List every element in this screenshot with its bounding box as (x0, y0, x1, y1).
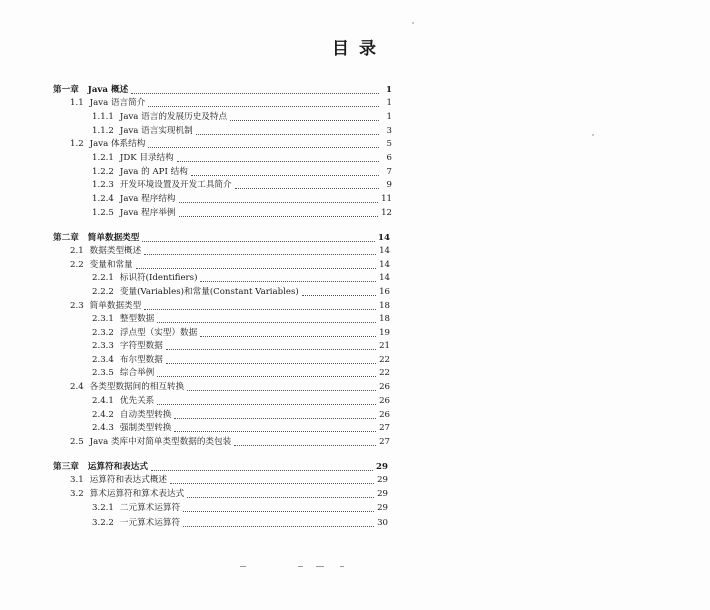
toc-entry-page: 1 (386, 112, 392, 122)
toc-entry-title: Java 语言简介 (89, 98, 146, 108)
toc-entry (70, 475, 388, 486)
toc-entry-title: 各类型数据间的相互转换 (89, 382, 185, 392)
toc-leader-dots (157, 321, 376, 323)
toc-entry-title: 布尔型数据 (119, 355, 163, 365)
toc-leader-dots (177, 160, 379, 162)
toc-entry (92, 167, 392, 178)
toc-entry-number: 第二章 (53, 233, 79, 243)
toc-leader-dots (170, 482, 374, 484)
toc-leader-dots (144, 253, 376, 255)
toc-leader-dots (174, 430, 376, 432)
toc-leader-dots (179, 201, 379, 203)
toc-entry (92, 410, 390, 421)
toc-entry-page: 18 (379, 314, 390, 324)
toc-entry-page: 12 (381, 208, 392, 218)
toc-entry-number: 1.1.2 (92, 126, 114, 136)
toc-entry-title: Java 类库中对简单类型数据的类包装 (89, 437, 232, 447)
toc-entry-page: 29 (377, 489, 388, 499)
toc-entry-number: 3.1 (70, 475, 84, 485)
toc-leader-dots (200, 280, 376, 282)
toc-entry-title: 综合举例 (119, 368, 155, 378)
toc-entry-title: 开发环境设置及开发工具简介 (119, 180, 232, 190)
toc-entry (92, 518, 388, 529)
toc-entry-number: 2.3.1 (92, 314, 114, 324)
toc-entry-page: 26 (379, 396, 390, 406)
toc-entry-title: Java 体系结构 (89, 139, 146, 149)
toc-entry-number: 2.1 (70, 246, 84, 256)
toc-entry-number: 2.4.2 (92, 410, 114, 420)
toc-leader-dots (174, 417, 376, 419)
toc-leader-dots (166, 362, 376, 364)
toc-entry (70, 301, 390, 312)
page-title (0, 34, 710, 59)
toc-entry-title: 数据类型概述 (89, 246, 142, 256)
toc-entry-page: 6 (386, 153, 392, 163)
toc-entry-page: 9 (386, 180, 392, 190)
toc-entry-number: 2.3.3 (92, 341, 114, 351)
toc-leader-dots (235, 187, 379, 189)
toc-entry-number: 2.5 (70, 437, 84, 447)
toc-entry-page: 19 (379, 328, 390, 338)
toc-entry (53, 462, 388, 473)
toc-entry-title: JDK 目录结构 (119, 153, 174, 163)
scan-speck (592, 134, 594, 136)
toc-entry (70, 382, 390, 393)
toc-leader-dots (187, 389, 376, 391)
toc-entry (70, 437, 390, 448)
toc-entry-title: Java 程序结构 (119, 194, 176, 204)
toc-entry (70, 98, 392, 109)
toc-entry-number: 1.2.4 (92, 194, 114, 204)
toc-entry-title: 简单数据类型 (89, 301, 142, 311)
toc-entry-page: 30 (377, 518, 388, 528)
toc-entry (92, 273, 390, 284)
toc-entry (92, 314, 390, 325)
toc-entry-number: 1.1.1 (92, 112, 114, 122)
toc-entry-number: 2.2 (70, 260, 84, 270)
toc-entry-title: 变量和常量 (89, 260, 133, 270)
toc-entry-page: 29 (377, 475, 388, 485)
toc-entry-title: 优先关系 (119, 396, 155, 406)
toc-entry (70, 139, 392, 150)
toc-leader-dots (136, 267, 376, 269)
toc-entry-number: 2.3 (70, 301, 84, 311)
toc-entry-page: 22 (379, 368, 390, 378)
toc-entry-page: 18 (379, 301, 390, 311)
toc-entry-number: 2.4.3 (92, 423, 114, 433)
toc-entry-page: 3 (386, 126, 392, 136)
toc-entry-number: 1.2.2 (92, 167, 114, 177)
toc-leader-dots (131, 92, 379, 94)
toc-entry (92, 208, 392, 219)
toc-entry-number: 1.2 (70, 139, 84, 149)
toc-entry (92, 355, 390, 366)
scan-speck (412, 22, 414, 24)
toc-entry (92, 126, 392, 137)
toc-entry-page: 21 (379, 341, 390, 351)
toc-entry-page: 29 (376, 462, 388, 472)
toc-leader-dots (234, 444, 376, 446)
toc-entry-title: Java 语言实现机制 (119, 126, 193, 136)
toc-entry-title: 简单数据类型 (87, 233, 140, 243)
toc-entry-title: 变量(Variables)和常量(Constant Variables) (119, 287, 299, 297)
toc-entry-number: 1.2.3 (92, 180, 114, 190)
toc-entry-page: 27 (379, 423, 390, 433)
toc-leader-dots (157, 375, 376, 377)
toc-leader-dots (148, 105, 379, 107)
page-title-text: 目 录 (332, 39, 378, 59)
toc-entry-number: 3.2.1 (92, 503, 114, 513)
toc-entry-page: 14 (379, 246, 390, 256)
toc-leader-dots (166, 348, 376, 350)
toc-entry (70, 260, 390, 271)
toc-entry-title: 算术运算符和算术表达式 (89, 489, 185, 499)
toc-entry-page: 1 (386, 85, 392, 95)
toc-entry (92, 423, 390, 434)
toc-leader-dots (183, 510, 374, 512)
toc-leader-dots (142, 240, 375, 242)
toc-entry-page: 26 (379, 382, 390, 392)
toc-leader-dots (187, 496, 374, 498)
scan-artifact (240, 566, 350, 572)
toc-entry-number: 2.3.5 (92, 368, 114, 378)
toc-entry-page: 14 (379, 260, 390, 270)
toc-leader-dots (151, 469, 373, 471)
toc-entry-page: 16 (379, 287, 390, 297)
toc-entry-page: 14 (378, 233, 390, 243)
toc-entry-title: 运算符和表达式 (87, 462, 148, 472)
toc-entry-number: 3.2.2 (92, 518, 114, 528)
toc-entry (70, 246, 390, 257)
toc-entry-number: 3.2 (70, 489, 84, 499)
toc-entry (53, 233, 390, 244)
toc-leader-dots (302, 294, 376, 296)
toc-leader-dots (144, 308, 376, 310)
toc-entry (92, 368, 390, 379)
toc-entry-title: Java 概述 (87, 85, 129, 95)
toc-entry-number: 2.2.2 (92, 287, 114, 297)
toc-entry-page: 27 (379, 437, 390, 447)
toc-entry-number: 第一章 (53, 85, 79, 95)
toc-leader-dots (183, 525, 374, 527)
toc-entry-title: 浮点型（实型）数据 (119, 328, 198, 338)
toc-entry-title: Java 语言的发展历史及特点 (119, 112, 228, 122)
toc-entry (92, 153, 392, 164)
toc-entry-number: 第三章 (53, 462, 79, 472)
toc-leader-dots (157, 403, 376, 405)
toc-entry-number: 2.3.2 (92, 328, 114, 338)
toc-entry-number: 2.4.1 (92, 396, 114, 406)
toc-entry-number: 1.2.5 (92, 208, 114, 218)
toc-entry-title: 字符型数据 (119, 341, 163, 351)
toc-entry-title: 自动类型转换 (119, 410, 172, 420)
toc-entry-page: 22 (379, 355, 390, 365)
toc-leader-dots (230, 119, 379, 121)
toc-entry-title: 二元算术运算符 (119, 503, 181, 513)
toc-entry (92, 180, 392, 191)
toc-entry-number: 1.2.1 (92, 153, 114, 163)
toc-entry-title: Java 的 API 结构 (119, 167, 188, 177)
toc-entry-page: 11 (381, 194, 392, 204)
toc-entry (70, 489, 388, 500)
toc-entry-number: 2.3.4 (92, 355, 114, 365)
toc-entry (92, 112, 392, 123)
toc-leader-dots (196, 133, 379, 135)
toc-leader-dots (179, 215, 379, 217)
toc-entry-number: 1.1 (70, 98, 84, 108)
toc-leader-dots (191, 174, 379, 176)
toc-entry (92, 341, 390, 352)
toc-entry (92, 287, 390, 298)
toc-entry (92, 194, 392, 205)
toc-entry-number: 2.4 (70, 382, 84, 392)
toc-entry-title: 强制类型转换 (119, 423, 172, 433)
toc-entry-title: 整型数据 (119, 314, 155, 324)
toc-entry (92, 503, 388, 514)
toc-entry-page: 14 (379, 273, 390, 283)
toc-leader-dots (148, 146, 379, 148)
toc-leader-dots (200, 335, 376, 337)
toc-entry-title: 一元算术运算符 (119, 518, 181, 528)
toc-entry-page: 26 (379, 410, 390, 420)
toc-entry-page: 1 (386, 98, 392, 108)
toc-entry-title: Java 程序举例 (119, 208, 176, 218)
toc-entry-title: 运算符和表达式概述 (89, 475, 168, 485)
toc-entry (92, 328, 390, 339)
toc-entry-page: 29 (377, 503, 388, 513)
toc-entry-page: 5 (386, 139, 392, 149)
toc-entry-title: 标识符(Identifiers) (119, 273, 198, 283)
toc-entry-page: 7 (386, 167, 392, 177)
toc-entry (92, 396, 390, 407)
toc-entry (53, 85, 392, 96)
toc-entry-number: 2.2.1 (92, 273, 114, 283)
